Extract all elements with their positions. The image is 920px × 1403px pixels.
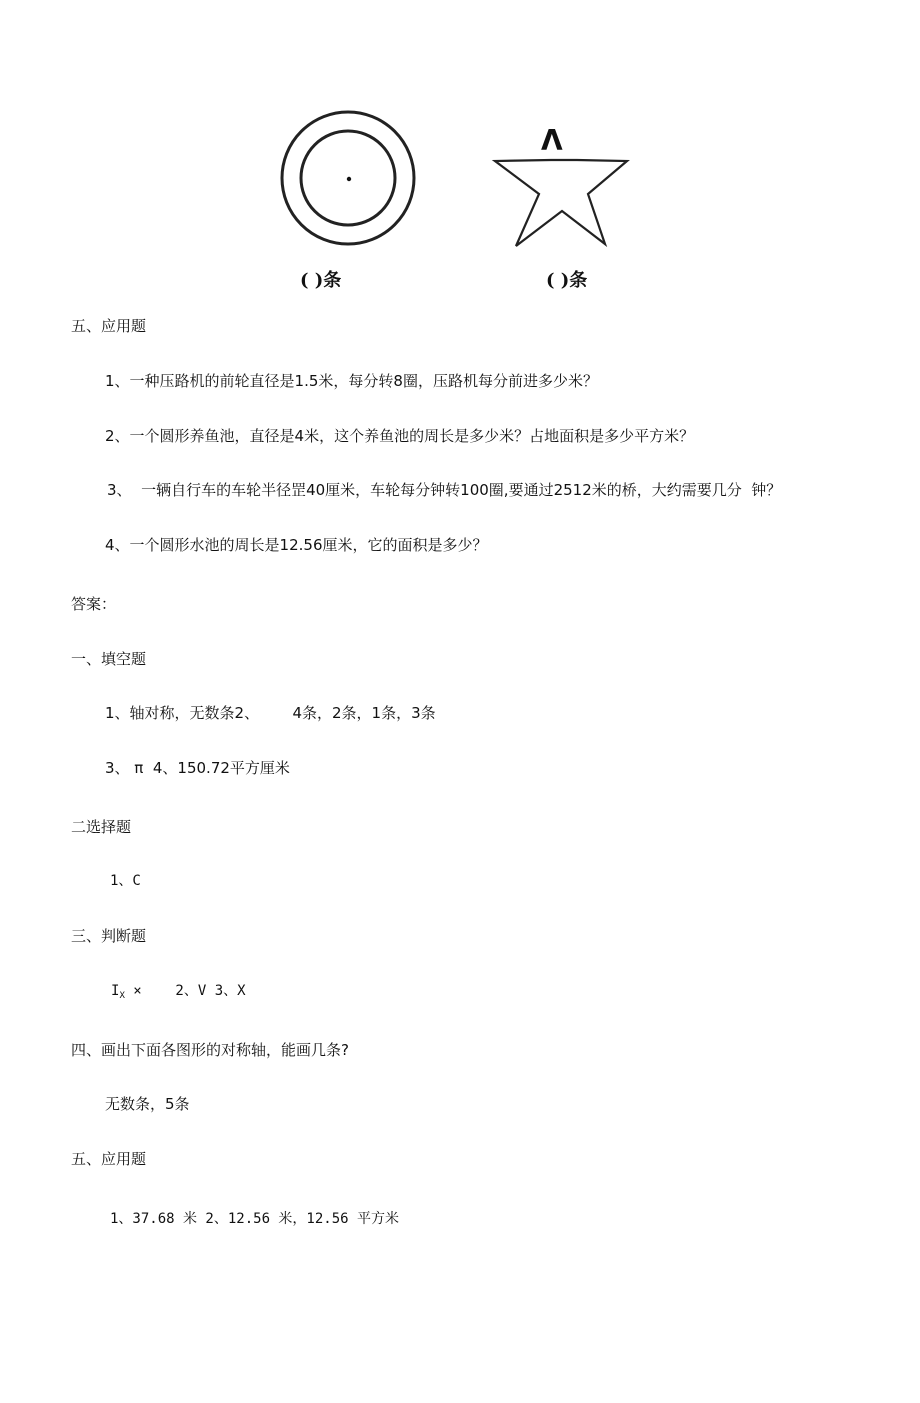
star-caption: ( )条 [546, 270, 588, 291]
draw-heading: 四、画出下面各图形的对称轴，能画几条? [71, 1041, 349, 1059]
question-3: 3、 一辆自行车的车轮半径罡40厘米，车轮每分钟转100圈,要通过2512米的桥，大约需要几分 钟？ [107, 481, 782, 499]
star-shape [495, 160, 627, 246]
fill-heading: 一、填空题 [71, 650, 147, 668]
center-dot [347, 177, 351, 181]
question-2: 2、一个圆形养鱼池，直径是4米，这个养鱼池的周长是多少米？占地面积是多少平方米？ [105, 427, 695, 445]
figure-area [270, 110, 650, 300]
applied-answer-1: 1、37.68 米 2、12.56 米，12.56 平方米 [110, 1211, 400, 1227]
question-4: 4、一个圆形水池的周长是12.56厘米，它的面积是多少？ [105, 536, 488, 554]
draw-answer-1: 无数条，5条 [105, 1095, 190, 1113]
circle-caption: ( )条 [300, 270, 342, 291]
section5-heading: 五、应用题 [71, 317, 147, 335]
question-1: 1、一种压路机的前轮直径是1.5米，每分转8圈，压路机每分前进多少米？ [105, 372, 598, 390]
judge-answer-1 [111, 981, 246, 1006]
judge-answer-subscript: X [119, 991, 125, 1001]
fill-answer-1: 1、轴对称，无数条2、 4条，2条，1条，3条 [105, 704, 436, 722]
judge-answer-prefix: I [111, 983, 120, 999]
choice-answer-1: 1、C [110, 873, 141, 889]
applied-heading: 五、应用题 [71, 1150, 147, 1168]
judge-heading: 三、判断题 [71, 927, 147, 945]
fill-answer-2: 3、 π 4、150.72平方厘米 [105, 759, 290, 777]
judge-answer-rest: × 2、V 3、X [124, 983, 246, 999]
star-apex-mark: Λ [541, 124, 563, 157]
choice-heading: 二选择题 [71, 818, 132, 836]
answers-title: 答案： [71, 595, 117, 613]
